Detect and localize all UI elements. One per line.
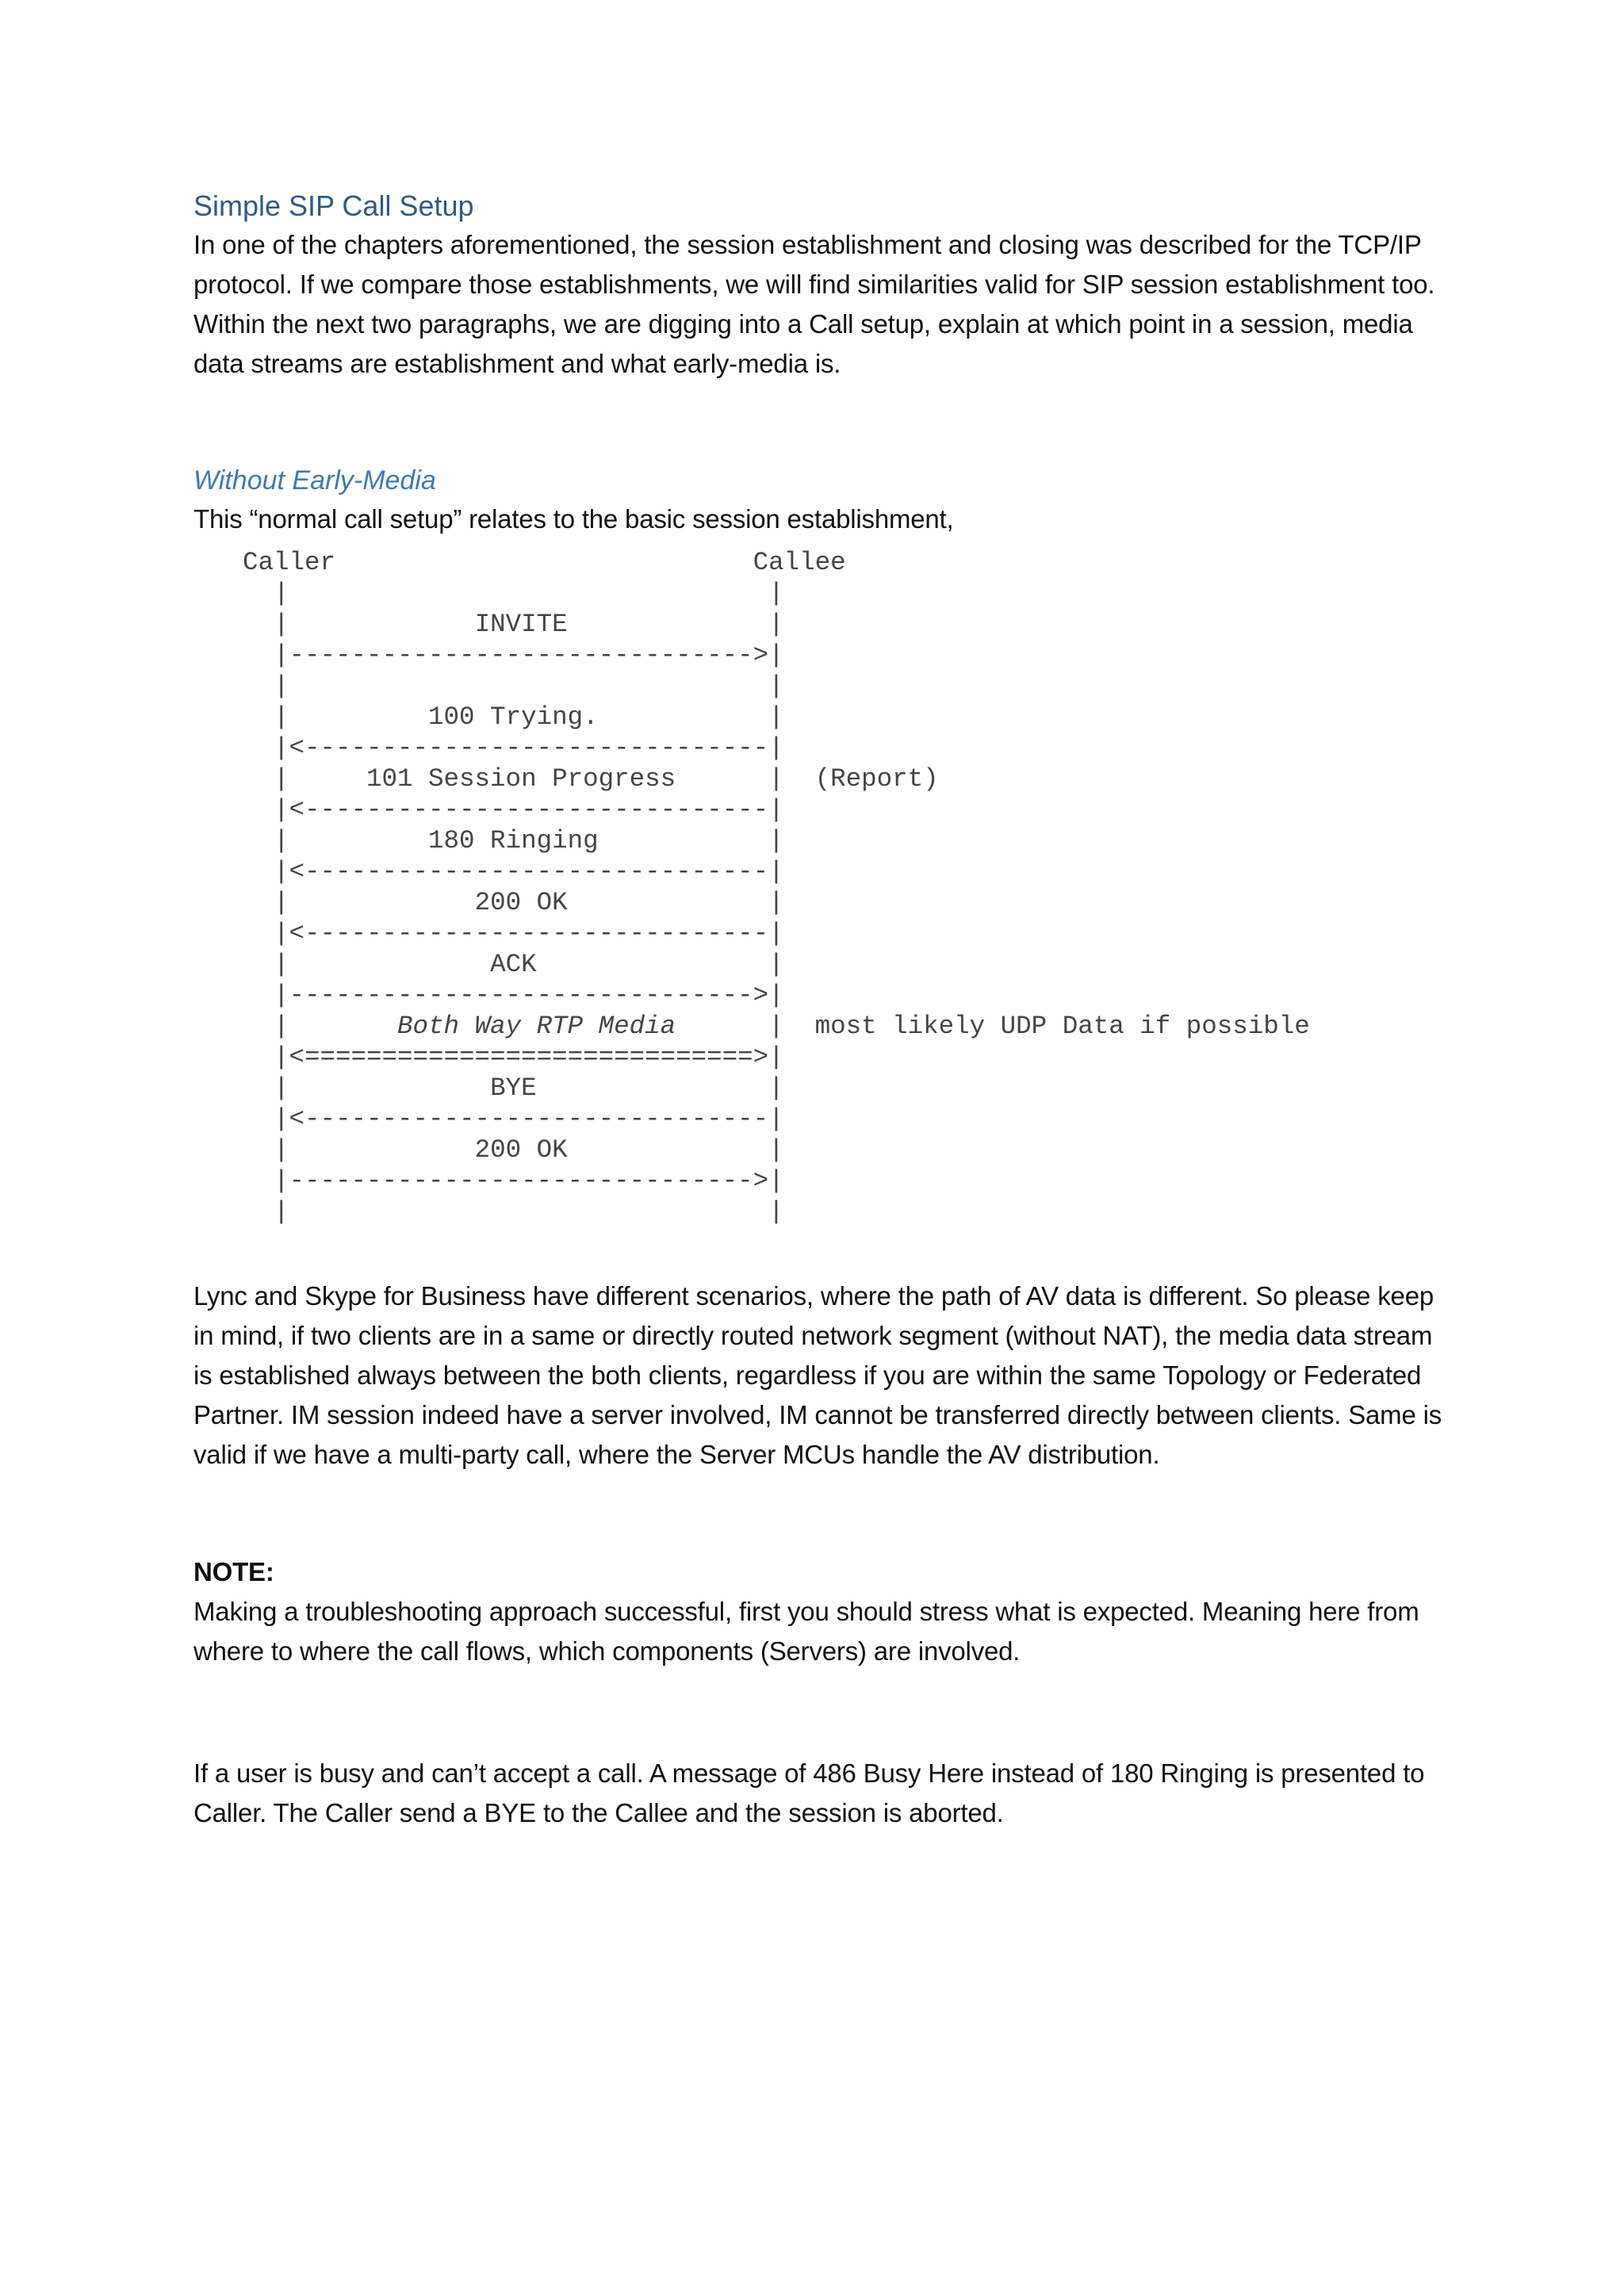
busy-paragraph: If a user is busy and can’t accept a call. A message of 486 Busy Here instead of 180 Ringing is presented to Caller. The Caller send a BYE to the Callee and the session is aborted. (193, 1758, 1425, 1827)
sip-call-flow-diagram: Caller Callee | | | INVITE | |------------------------------>| | | | 100 Trying. | |<------------------------------| | 101 Session Progress | (Report) |<------------------------------| | 180 Ringing | |<------------------------------| | 200 OK | |<------------------------------| | ACK | |------------------------------>| | Both Way RTP Media | most likely UDP Data if possible |<=============================>| | BYE | |<------------------------------| | 200 OK | |------------------------------>| | | (243, 548, 1310, 1226)
msg-ok-1: 200 OK (474, 888, 568, 917)
section-title: Simple SIP Call Setup (193, 189, 474, 222)
msg-session-progress: 101 Session Progress (366, 764, 676, 794)
note-block (193, 1552, 1446, 1671)
msg-trying: 100 Trying. (428, 702, 599, 732)
msg-invite: INVITE (474, 610, 568, 639)
subsection-title: Without Early-Media (193, 465, 436, 496)
note-label: NOTE: (193, 1557, 274, 1586)
msg-ringing: 180 Ringing (428, 826, 599, 855)
note-text: Making a troubleshooting approach successful, first you should stress what is expected. Meaning here from where to where the call flows, which components (Servers) are involved. (193, 1597, 1419, 1666)
msg-ok-2: 200 OK (474, 1135, 568, 1165)
caller-label: Caller (243, 548, 336, 577)
report-annotation: (Report) (814, 764, 939, 794)
msg-bye: BYE (490, 1073, 537, 1103)
av-path-paragraph: Lync and Skype for Business have different scenarios, where the path of AV data is different. So please keep in mind, if two clients are in a same or directly routed network segment (without NAT), the media data stream is established always between the both clients, regardless if you are within the same Topology or Federated Partner. IM session indeed have a server involved, IM cannot be transferred directly between clients. Same is valid if we have a multi-party call, where the Server MCUs handle the AV distribution. (193, 1281, 1442, 1469)
callee-label: Callee (753, 548, 846, 577)
subsection-intro: This “normal call setup” relates to the basic session establishment, (193, 504, 954, 534)
document-body (193, 189, 1446, 1833)
udp-annotation: most likely UDP Data if possible (814, 1012, 1310, 1041)
msg-ack: ACK (490, 950, 537, 979)
intro-paragraph: In one of the chapters aforementioned, the session establishment and closing was described for the TCP/IP protocol. If we compare those establishments, we will find similarities valid for SIP session establishment too. Within the next two paragraphs, we are digging into a Call setup, explain at which point in a session, media data streams are establishment and what early-media is. (193, 230, 1435, 378)
msg-rtp-media: Both Way RTP Media (397, 1012, 676, 1041)
